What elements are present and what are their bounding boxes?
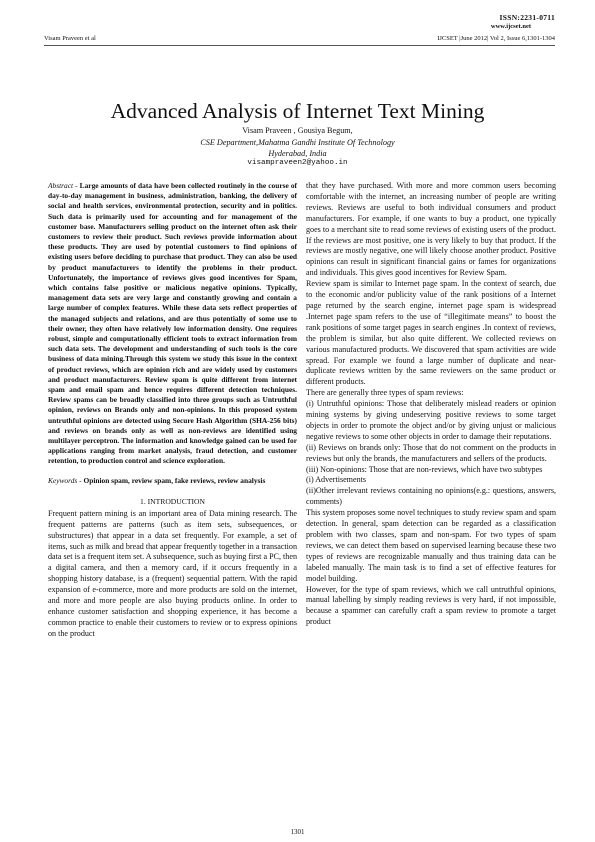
keywords-lead: Keywords -	[48, 475, 82, 485]
body-paragraph: However, for the type of spam reviews, which we call untruthful opinions, manual labelling by simply reading reviews is very hard, if not impossible, because a spammer can carefully craft a spam review to promote a target product	[306, 584, 556, 627]
author-affiliation: CSE Department,Mahatma Gandhi Institute Of Technology	[200, 138, 395, 147]
running-header-authors: Visam Praveen et al	[44, 35, 96, 42]
author-email: visampraveen2@yahoo.in	[247, 159, 348, 167]
abstract	[48, 181, 297, 467]
section-heading-introduction: 1. INTRODUCTION	[140, 496, 205, 506]
page-number: 1301	[290, 828, 305, 836]
right-column	[306, 181, 556, 628]
keywords-text: Opinion spam, review spam, fake reviews, review analysis	[81, 475, 266, 485]
left-column	[48, 181, 297, 640]
body-paragraph: (i) Advertisements	[306, 475, 367, 485]
abstract-text: Large amounts of data have been collected routinely in the course of day-to-day management in business, administration, banking, the delivery of social and health services, environmental protection, security and in politics. Such data is primarily used for accounting and for management of the customer base. Manufacturers selling product on the internet often ask their customers to review their product. Such reviews provide information about these products. They are used by potential customers to find opinions of existing users before deciding to purchase that product. They can also be used by product manufacturers to identify the problems in their product. Unfortunately, the importance of reviews gives good incentives for Spam, which contains false positive or malicious negative opinions. Typically, management data sets are very large and constantly growing and contain a large number of complex features. While these data sets reflect properties of the managed subjects and relations, and are thus potentially of some use to their owner, they often have relatively low information density. One requires robust, simple and computationally efficient tools to extract information from such data sets. The development and understanding of such tools is the core business of data mining.Through this system we study this issue in the context of product reviews, which are opinion rich and are widely used by customers and product manufacturers. Review spam is quite different from internet spam and email spam and hence requires different detection techniques. Review spams can be broadly classified into three groups such as Untruthful opinion, reviews on Brands only and non-opinions. In this proposed system untruthful opinions are detected using Secure Hash Algorithm (SHA-256 bits) and reviews on brands only as well as non-reviews are identified using multilayer perceptron. The information and knowledge gained can be used for applications ranging from market analysis, fraud detection, and customer retention, to production control and science exploration.	[48, 181, 297, 466]
body-paragraph: This system proposes some novel techniques to study review spam and spam detection. In general, spam detection can be regarded as a classification problem with two classes, spam and non-spam. For two types of spam reviews, we can detect them based on supervised learning because these two types of reviews are recognizable manually and thus training data can be labeled manually. The main task is to find a set of effective features for model building.	[306, 508, 556, 583]
introduction-paragraph: Frequent pattern mining is an important area of Data mining research. The frequent patterns are patterns (such as item sets, subsequences, or substructures) that appear in a data set frequently. For example, a set of items, such as milk and bread that appear frequently together in a transaction data set is a frequent item set. A subsequence, such as buying first a PC, then a digital camera, and then a memory card, if it occurs frequently in a shopping history database, is a (frequent) sequential pattern. With the rapid expansion of e-commerce, more and more products are sold on the internet, and more and more people are also buying products online. In order to enhance customer satisfaction and shopping experience, it has become a common practice to enable their customers to review or to express opinions on the product	[48, 508, 297, 638]
abstract-lead: Abstract -	[48, 181, 78, 190]
body-paragraph: (iii) Non-opinions: Those that are non-reviews, which have two subtypes	[306, 464, 543, 474]
body-paragraph: that they have purchased. With more and more common users becoming comfortable with the internet, an increasing number of people are writing reviews. Reviews are useful to both individual consumers and product manufacturers. For example, if one wants to buy a product, one typically goes to a merchant site to read some reviews of existing users of the product. If the reviews are most positive, one is very likely to buy that product. If the reviews are mostly negative, one will likely choose another product. Positive opinions can result in significant financial gains or fames for organizations and individuals. This gives good incentives for Review Spam.	[306, 181, 556, 278]
journal-website: www.ijcset.net	[490, 23, 531, 30]
keywords	[48, 476, 297, 486]
paper-title: Advanced Analysis of Internet Text Mining	[110, 99, 485, 123]
body-paragraph: Review spam is similar to Internet page spam. In the context of search, due to the economic and/or publicity value of the rank positions of a Internet page returned by the search engine, internet page spam is widespread .Internet page spam refers to the use of “illegitimate means” to boost the rank positions of some target pages in search engines .In context of reviews, the problem is similar, but also quite different. We collected reviews on various manufactured products. We discovered that spam activities are wide spread. For example we found a large number of duplicate and near-duplicate reviews written by the same reviewers on the same product or different products.	[306, 279, 556, 387]
author-city: Hyderabad, India	[268, 149, 327, 158]
body-paragraph: (i) Untruthful opinions: Those that deliberately mislead readers or opinion mining systems by giving undeserving positive reviews to some target objects in order to promote the object and/or by giving unjust or malicious negative reviews to some other objects in order to damage their reputations.	[306, 399, 556, 441]
body-paragraph: There are generally three types of spam reviews:	[306, 388, 464, 398]
body-paragraph: (ii)Other irrelevant reviews containing no opinions(e.g.: questions, answers, comments)	[306, 486, 556, 507]
running-header-journal: IJCSET |June 2012| Vol 2, Issue 6,1301-1304	[437, 35, 555, 42]
body-paragraph: (ii) Reviews on brands only: Those that do not comment on the products in reviews but only the brands, the manufacturers and sellers of the products.	[306, 442, 556, 463]
header-rule	[44, 45, 555, 46]
paper-authors: Visam Praveen , Gousiya Begum,	[242, 126, 353, 135]
issn-label: ISSN:2231-0711	[499, 13, 555, 22]
